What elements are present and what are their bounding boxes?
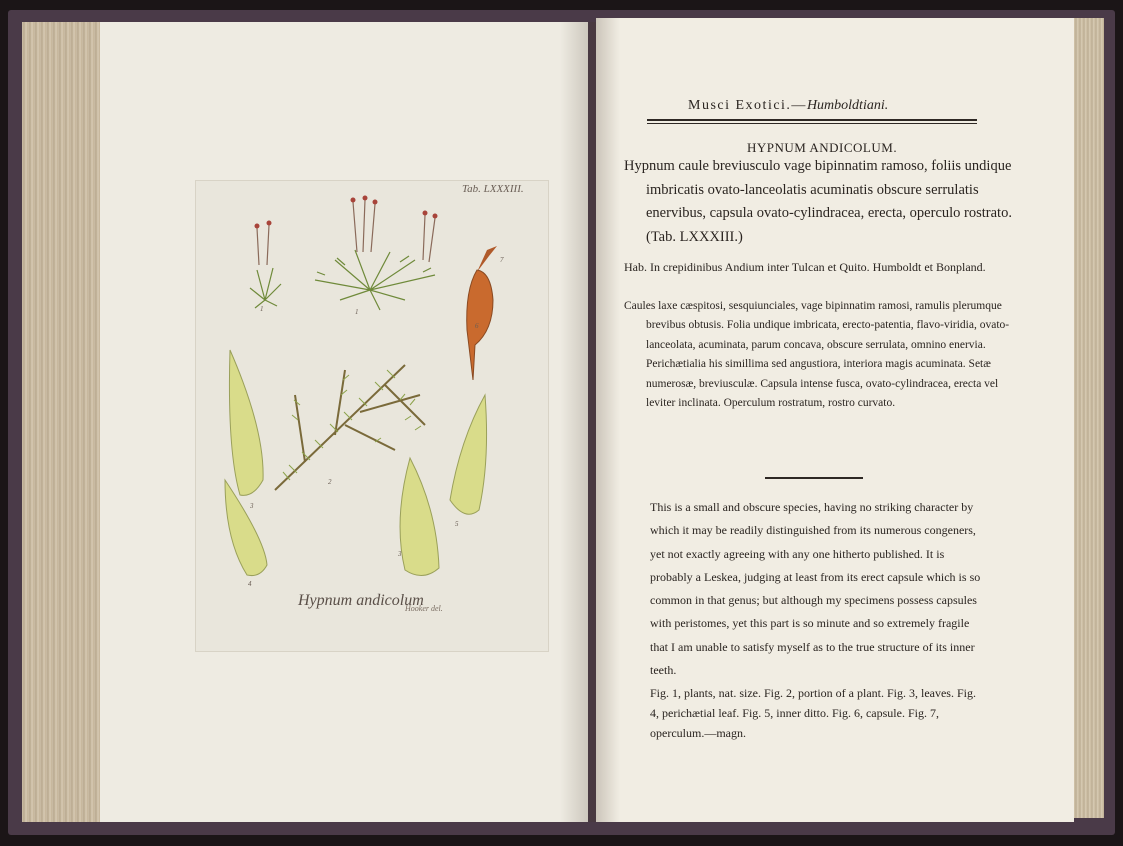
plant-small-figure — [250, 225, 281, 308]
habitat-label: Hab. — [624, 260, 647, 274]
capsule-large-5 — [433, 214, 438, 219]
capsule-small-2 — [267, 221, 272, 226]
capsule-large-2 — [363, 196, 368, 201]
figure-number: 3 — [250, 502, 254, 510]
branch-figure — [275, 365, 425, 490]
plate-number: Tab. LXXXIII. — [462, 183, 524, 195]
plant-large-figure — [315, 200, 435, 310]
header-rule-thick — [647, 119, 977, 121]
header-rule-thin — [647, 123, 977, 124]
running-header-italic: Humboldtiani. — [806, 98, 889, 113]
figure-number: 7 — [500, 256, 504, 264]
figure-number: 1 — [260, 305, 264, 313]
section-separator — [765, 477, 863, 479]
english-commentary: This is a small and obscure species, having no striking character by which it may be readily distinguished from its numerous congeners, yet not exactly agreeing with any one hitherto published. It is probably a Leskea, judging at least from its erect capsule which is so common in that genus; but although my specimens possess capsules with peristomes, yet this part is so minute and so extremely fragile that I am unable to satisfy myself as to the true structure of its inner teeth. — [650, 500, 981, 678]
habitat-paragraph — [624, 258, 1016, 277]
gutter-shadow-right — [596, 18, 620, 822]
leaf-figure-3b — [400, 458, 439, 576]
figure-number: 5 — [455, 520, 459, 528]
leaf-figure-5 — [450, 395, 487, 514]
artist-signature: Hooker del. — [405, 604, 443, 613]
latin-diagnosis: Hypnum caule breviusculo vage bipinnatim ramoso, foliis undique imbricatis ovato-lanceolatis acuminatis obscure serrulatis enervibus, capsula ovato-cylindracea, erecta, operculo rostrato. (Tab. LXXXIII.) — [624, 158, 1012, 245]
species-title: HYPNUM ANDICOLUM. — [747, 140, 898, 155]
capsule-small-1 — [255, 224, 260, 229]
latin-description: Caules laxe cæspitosi, sesquiunciales, vage bipinnatim ramosi, ramulis plerumque brevibus obtusis. Folia undique imbricata, erecto-patentia, flavo-viridia, ovato-lanceolata, acuminata, parum concava, obscure serrulata, omnino enervia. Perichætialia his simillima sed angustiora, interiora magis acuminata. Setæ numerosæ, breviusculæ. Capsula intense fusca, ovato-cylindracea, erecta vel leviter inclinata. Operculum rostratum, rostro curvato. — [624, 300, 1010, 410]
leaf-figure-3a — [229, 350, 263, 495]
capsule-large-3 — [373, 200, 378, 205]
running-header-main: Musci Exotici.— — [688, 98, 807, 113]
capsule-large-1 — [351, 198, 356, 203]
figure-number: 2 — [328, 478, 332, 486]
habitat-text: In crepidinibus Andium inter Tulcan et Quito. Humboldt et Bonpland. — [650, 260, 986, 274]
operculum-figure — [477, 246, 497, 272]
figure-number: 1 — [355, 308, 359, 316]
running-header — [688, 98, 888, 114]
figure-explanation: Fig. 1, plants, nat. size. Fig. 2, portion of a plant. Fig. 3, leaves. Fig. 4, perichætial leaf. Fig. 5, inner ditto. Fig. 6, capsule. Fig. 7, operculum.—magn. — [650, 686, 976, 740]
right-page-edges — [1070, 18, 1104, 818]
plate-caption: Hypnum andicolum — [298, 592, 424, 609]
figure-number: 3 — [398, 550, 402, 558]
gutter-shadow-left — [560, 22, 596, 822]
left-page-edges — [22, 22, 112, 822]
figure-number: 6 — [475, 322, 479, 330]
capsule-figure — [467, 270, 493, 380]
capsule-large-4 — [423, 211, 428, 216]
figure-number: 4 — [248, 580, 252, 588]
